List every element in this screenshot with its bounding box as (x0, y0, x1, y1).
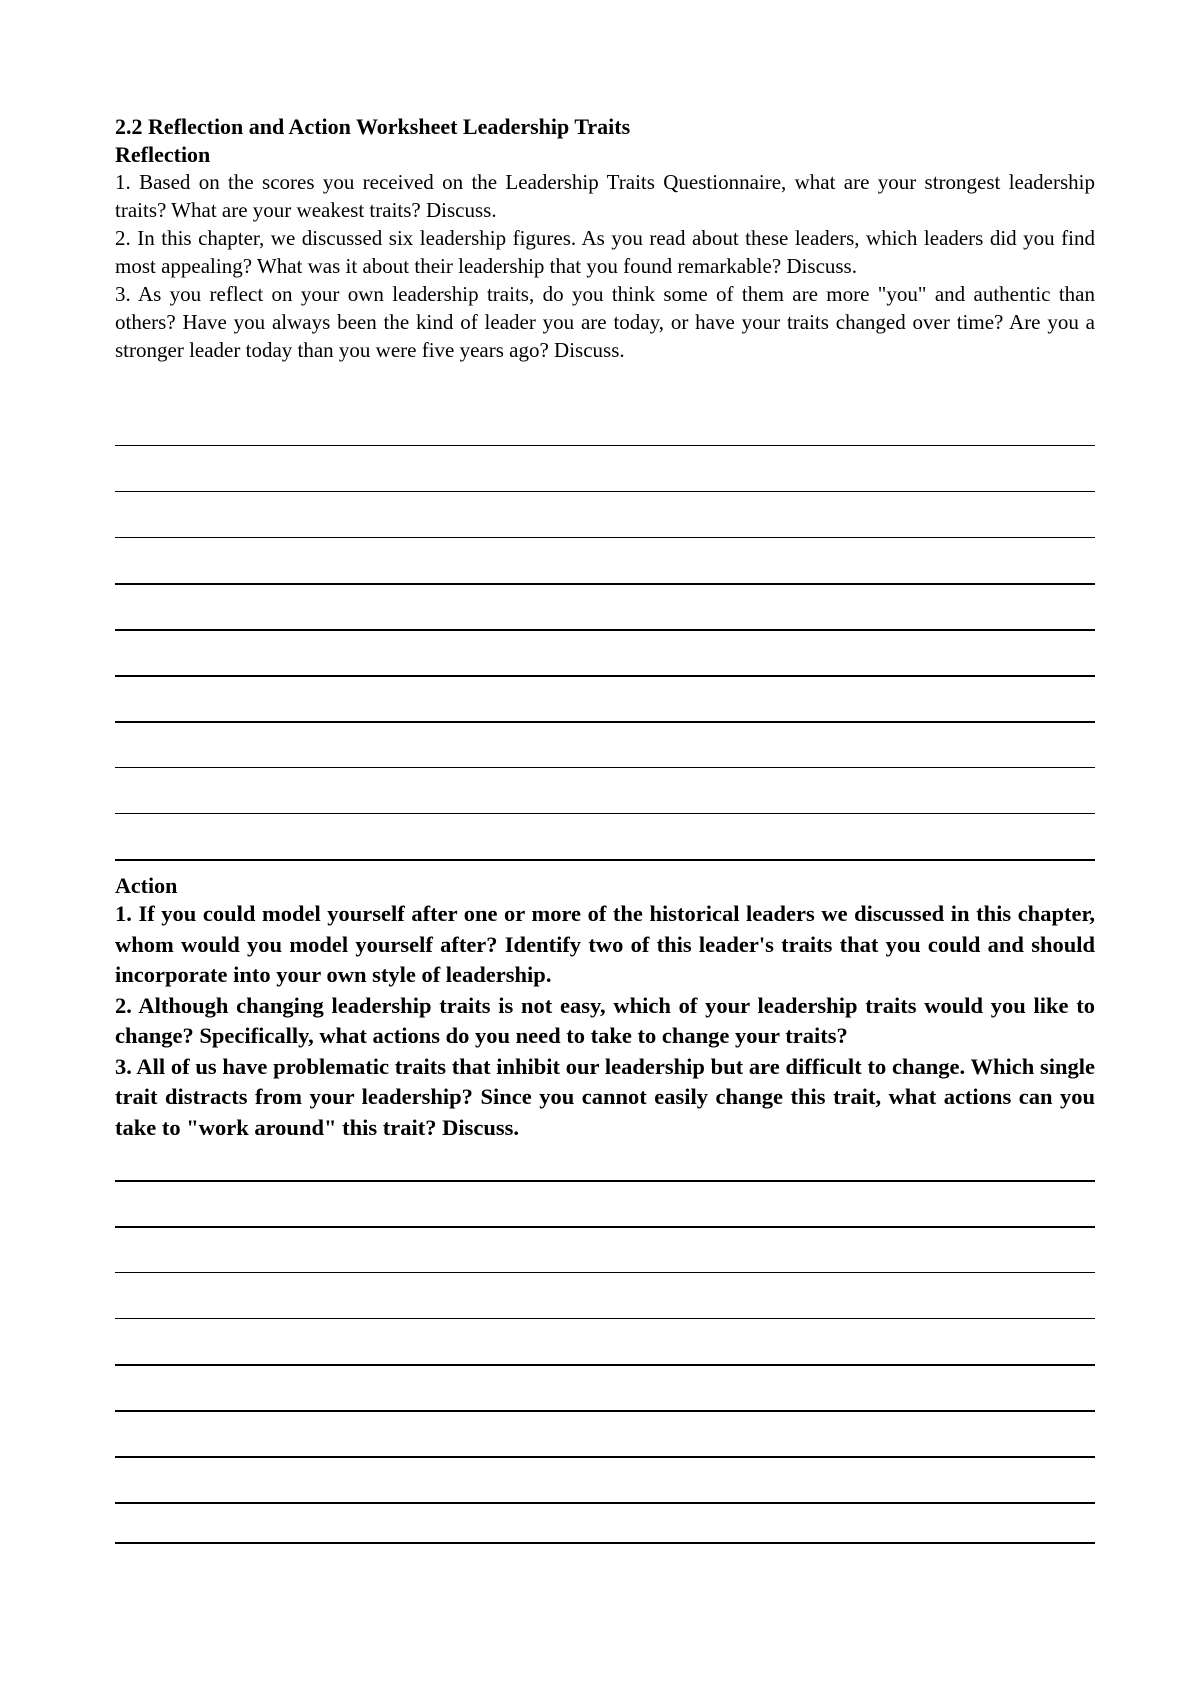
answer-line (115, 1364, 1095, 1366)
answer-line (115, 1542, 1095, 1544)
answer-line (115, 491, 1095, 492)
answer-line (115, 1180, 1095, 1182)
answer-line (115, 721, 1095, 723)
answer-line (115, 813, 1095, 814)
reflection-question-3: 3. As you reflect on your own leadership traits, do you think some of them are more "you" and authentic than others? Have you always been the kind of leader you are today, or have your traits changed over time? Are you a stronger leader today than you were five years ago? Discuss. (115, 282, 1095, 362)
action-heading: Action (115, 873, 178, 898)
reflection-question-2: 2. In this chapter, we discussed six leadership figures. As you read about these leaders, which leaders did you find most appealing? What was it about their leadership that you found remarkable? Discuss. (115, 226, 1095, 278)
answer-line (115, 859, 1095, 861)
action-answer-area[interactable] (115, 1180, 1095, 1560)
answer-line (115, 1410, 1095, 1412)
action-question-2: 2. Although changing leadership traits is not easy, which of your leadership traits would you like to change? Specifically, what actions do you need to take to change your traits? (115, 992, 1095, 1048)
answer-line (115, 1502, 1095, 1504)
answer-line (115, 767, 1095, 768)
reflection-heading: Reflection (115, 142, 211, 167)
reflection-block (115, 113, 1095, 364)
action-question-1: 1. If you could model yourself after one or more of the historical leaders we discussed in this chapter, whom would you model yourself after? Identify two of this leader's traits that you could and should incorporate into your own style of leadership. (115, 901, 1095, 987)
reflection-answer-area[interactable] (115, 445, 1095, 875)
answer-line (115, 583, 1095, 585)
reflection-question-1: 1. Based on the scores you received on the Leadership Traits Questionnaire, what are your strongest leadership traits? What are your weakest traits? Discuss. (115, 170, 1095, 222)
worksheet-title: 2.2 Reflection and Action Worksheet Leadership Traits (115, 114, 631, 139)
answer-line (115, 1226, 1095, 1228)
answer-line (115, 1318, 1095, 1319)
action-question-3: 3. All of us have problematic traits that inhibit our leadership but are difficult to change. Which single trait distracts from your leadership? Since you cannot easily change this trait, what actions can you take to "work around" this trait? Discuss. (115, 1053, 1095, 1140)
answer-line (115, 1272, 1095, 1273)
answer-line (115, 445, 1095, 446)
answer-line (115, 1456, 1095, 1458)
action-block (115, 872, 1095, 1143)
answer-line (115, 629, 1095, 631)
answer-line (115, 537, 1095, 538)
answer-line (115, 675, 1095, 677)
